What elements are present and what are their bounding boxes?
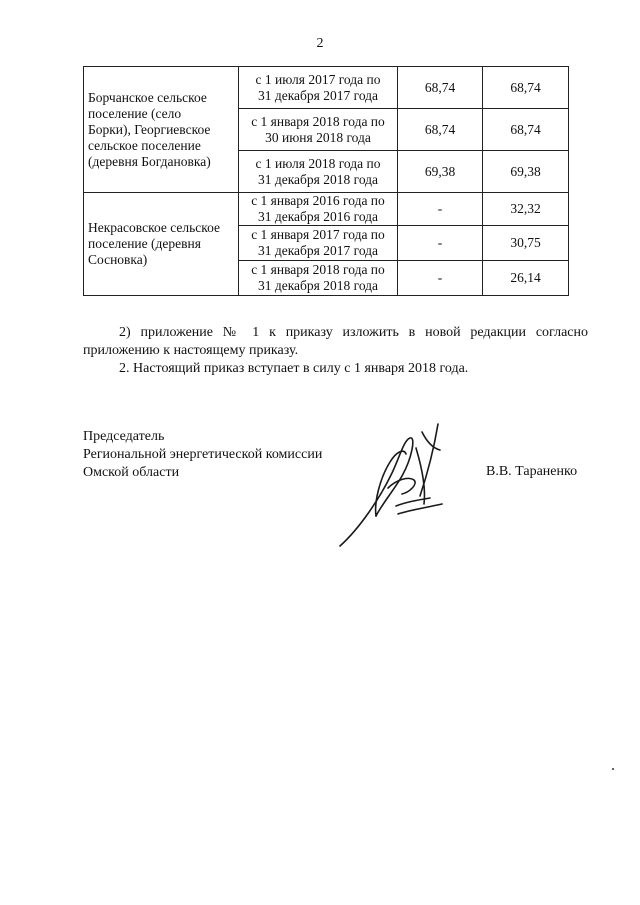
- value-cell: -: [398, 226, 483, 261]
- period-cell: с 1 июля 2017 года по 31 декабря 2017 года: [239, 67, 398, 109]
- value-cell: -: [398, 261, 483, 296]
- value-cell: 68,74: [398, 109, 483, 151]
- table-row: [84, 193, 569, 226]
- paragraph-effective-date: 2. Настоящий приказ вступает в силу с 1 января 2018 года.: [119, 361, 469, 376]
- value-cell: 68,74: [483, 67, 569, 109]
- value-cell: 30,75: [483, 226, 569, 261]
- value-cell: 26,14: [483, 261, 569, 296]
- period-cell: с 1 января 2018 года по 30 июня 2018 года: [239, 109, 398, 151]
- settlement-cell: Борчанское сельское поселение (село Борки), Георгиевское сельское поселение (деревня Богдановка): [84, 67, 239, 193]
- value-cell: 69,38: [483, 151, 569, 193]
- paragraph-appendix: 2) приложение № 1 к приказу изложить в новой редакции согласно приложению к настоящему приказу.: [83, 325, 588, 358]
- handwritten-signature: [330, 418, 470, 558]
- value-cell: 68,74: [398, 67, 483, 109]
- scan-dot: [612, 768, 614, 770]
- table-row: [84, 67, 569, 109]
- period-cell: с 1 января 2017 года по 31 декабря 2017 года: [239, 226, 398, 261]
- signatory-name: В.В. Тараненко: [486, 464, 578, 479]
- period-cell: с 1 июля 2018 года по 31 декабря 2018 года: [239, 151, 398, 193]
- value-cell: 69,38: [398, 151, 483, 193]
- tariff-table: [83, 66, 569, 296]
- signatory-title: Председатель Региональной энергетической комиссии Омской области: [83, 429, 323, 480]
- period-cell: с 1 января 2018 года по 31 декабря 2018 года: [239, 261, 398, 296]
- period-cell: с 1 января 2016 года по 31 декабря 2016 года: [239, 193, 398, 226]
- settlement-cell: Некрасовское сельское поселение (деревня Сосновка): [84, 193, 239, 296]
- value-cell: 68,74: [483, 109, 569, 151]
- page-number: 2: [316, 36, 324, 51]
- value-cell: 32,32: [483, 193, 569, 226]
- value-cell: -: [398, 193, 483, 226]
